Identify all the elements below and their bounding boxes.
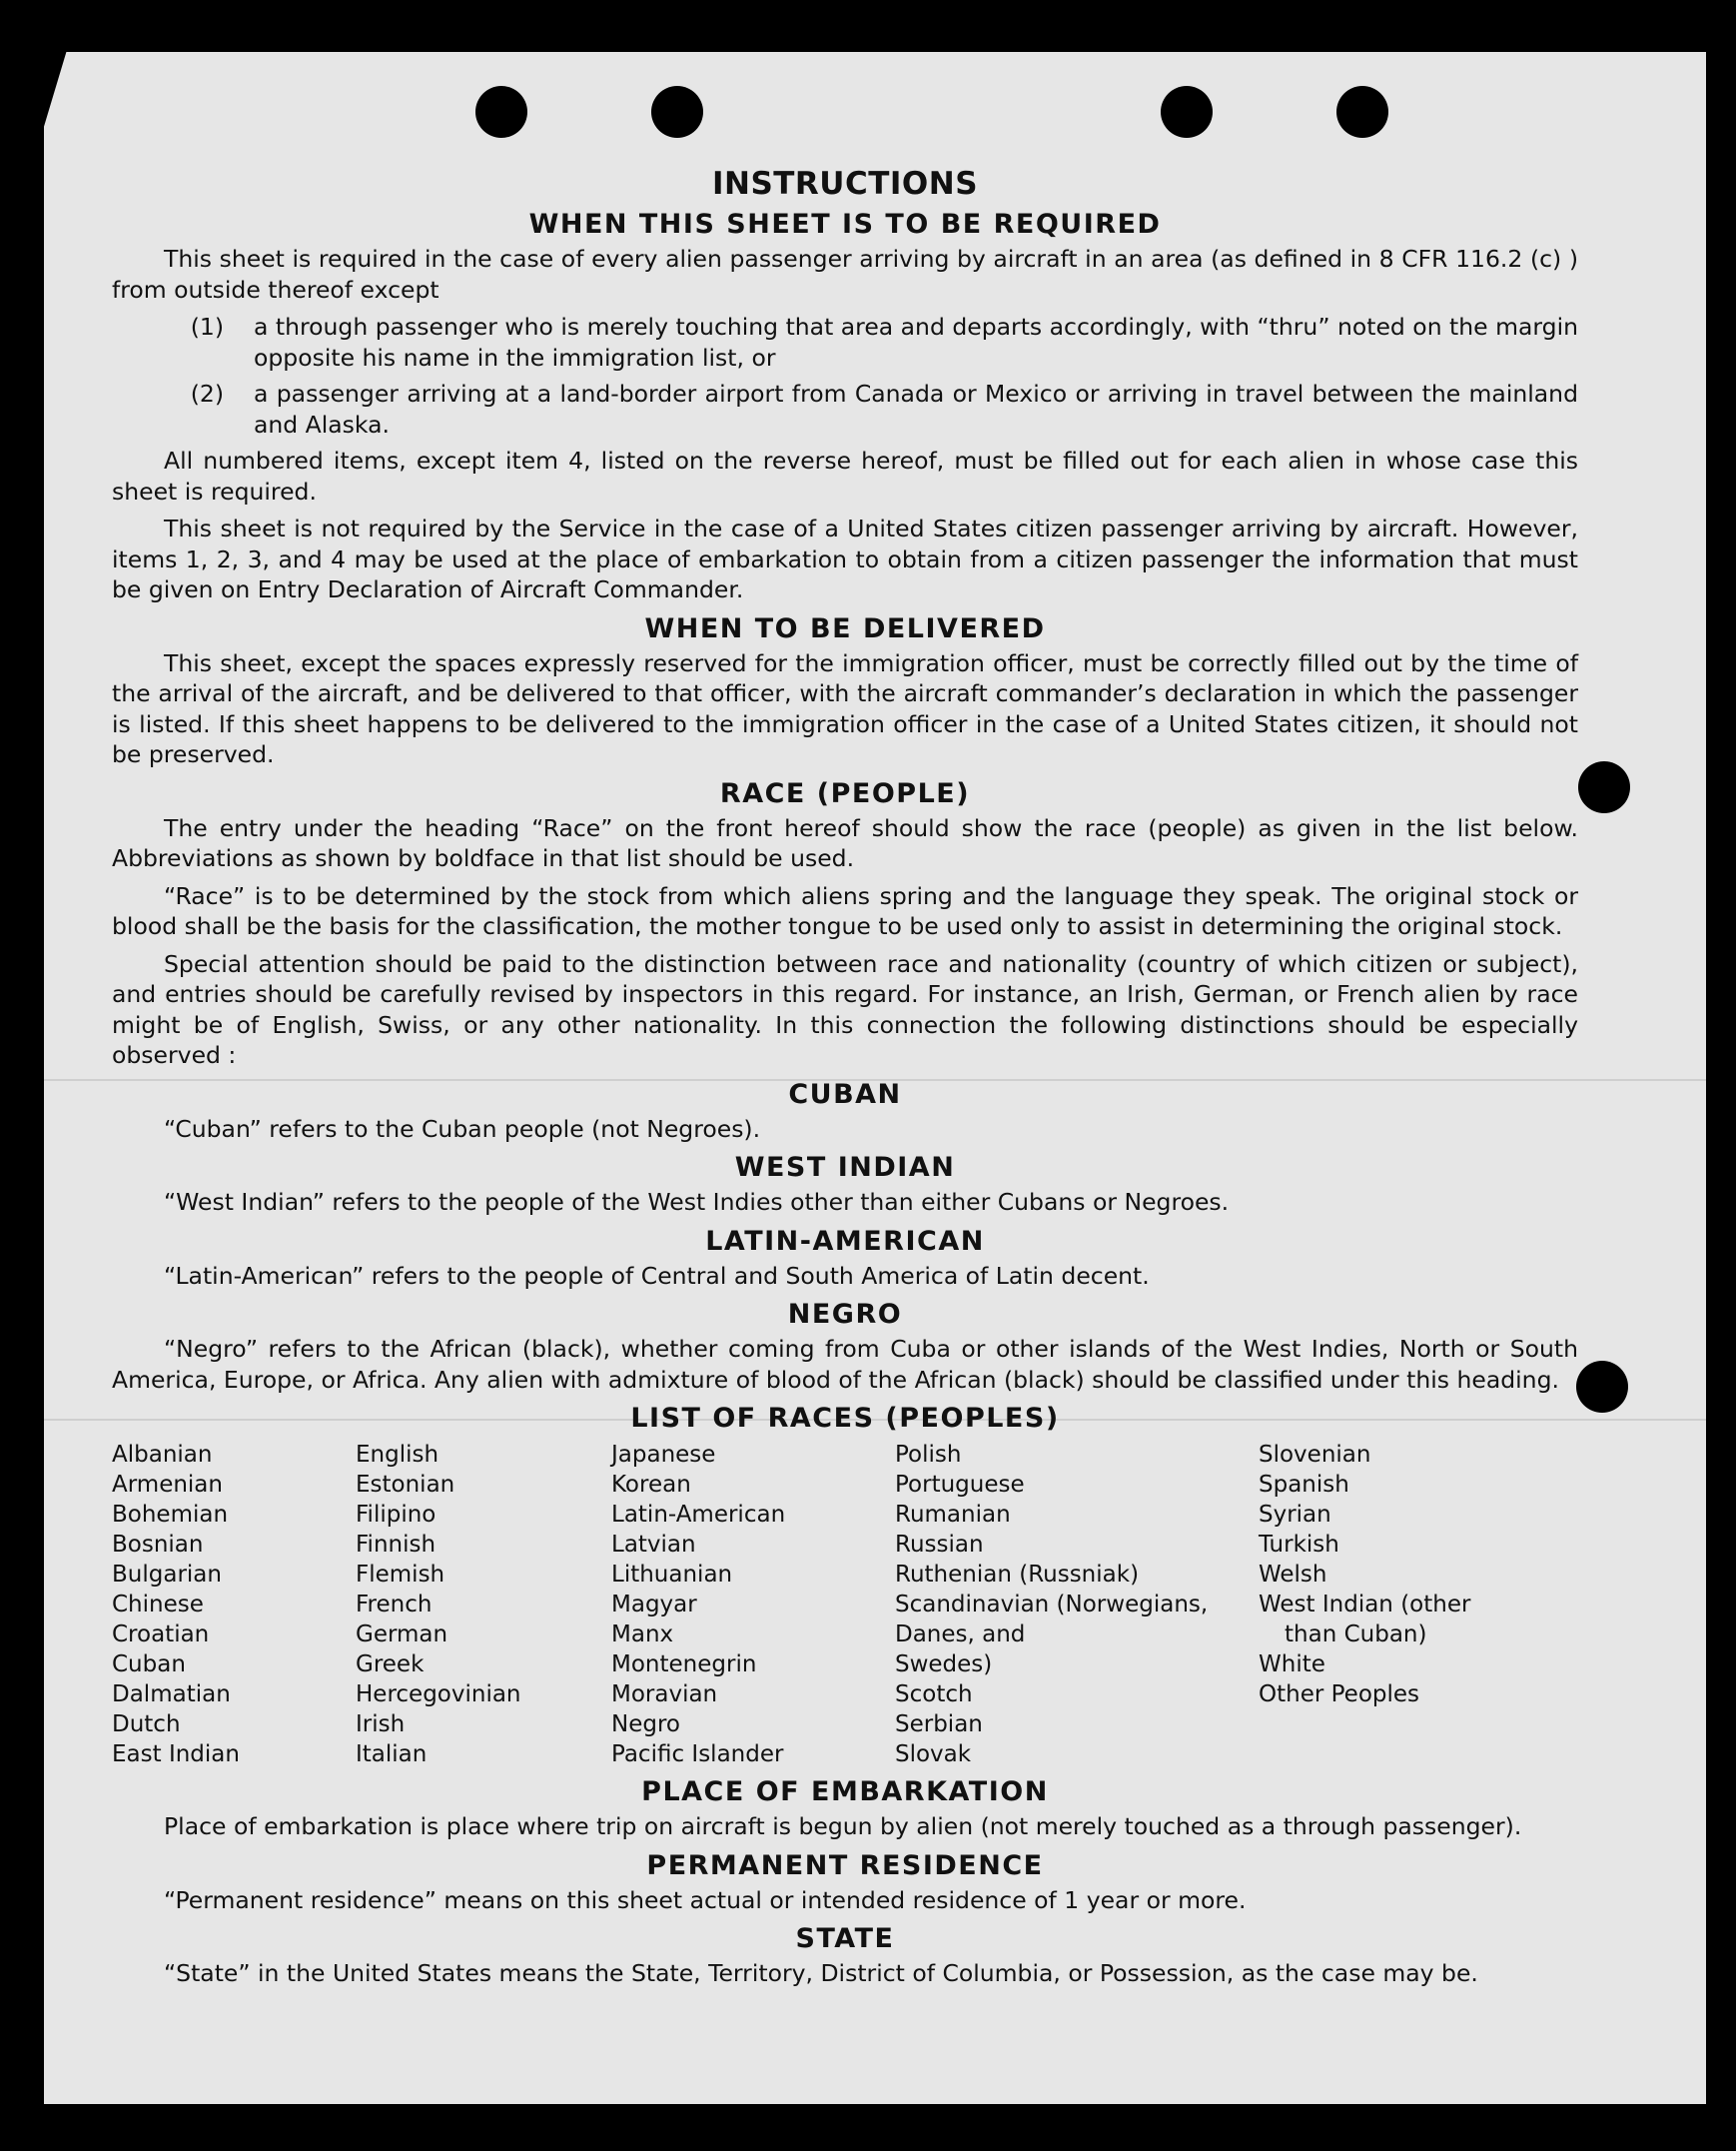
race-entry: Scandinavian (Norwegians,	[895, 1592, 1209, 1617]
heading-list-of-races: LIST OF RACES (PEOPLES)	[630, 1403, 1060, 1434]
heading-negro: NEGRO	[787, 1299, 903, 1330]
race-entry: Serbian	[895, 1711, 983, 1737]
race-entry: Japanese	[611, 1442, 716, 1468]
race-entry: Spanish	[1259, 1472, 1349, 1498]
page-title: INSTRUCTIONS	[711, 166, 979, 202]
race-entry: Chinese	[112, 1592, 204, 1617]
race-entry: Swedes)	[895, 1651, 993, 1677]
race-entry: Magyar	[611, 1592, 697, 1617]
race-entry: East Indian	[112, 1741, 240, 1767]
race-entry: Negro	[611, 1711, 680, 1737]
race-entry: Albanian	[112, 1442, 213, 1468]
paragraph: The entry under the heading “Race” on the front hereof should show the race (people) as given in the list below. Abbreviations as shown by boldface in that list should be used.	[112, 813, 1578, 872]
race-entry: French	[356, 1592, 433, 1617]
race-entry: Croatian	[112, 1621, 210, 1647]
item-text: a passenger arriving at a land-border airport from Canada or Mexico or arriving in travel between the mainland and Alaska.	[254, 380, 1578, 439]
race-entry: Manx	[611, 1621, 674, 1647]
heading-cuban: CUBAN	[788, 1078, 902, 1110]
paragraph: “State” in the United States means the State, Territory, District of Columbia, or Possession, as the case may be.	[164, 1959, 1478, 1987]
punch-hole	[475, 86, 527, 138]
race-entry: Lithuanian	[611, 1562, 733, 1588]
race-entry: Ruthenian (Russniak)	[895, 1562, 1140, 1588]
race-entry: Bulgarian	[112, 1562, 222, 1588]
race-entry: Pacific Islander	[611, 1741, 784, 1767]
race-entry: Other Peoples	[1259, 1681, 1420, 1707]
race-entry: Latvian	[611, 1532, 696, 1558]
race-entry: Russian	[895, 1532, 984, 1558]
paragraph: Place of embarkation is place where trip on aircraft is begun by alien (not merely touched as a through passenger).	[164, 1812, 1522, 1840]
race-entry: White	[1259, 1651, 1325, 1677]
heading-delivered: WHEN TO BE DELIVERED	[644, 612, 1046, 644]
races-column	[611, 1440, 895, 1769]
race-entry: Cuban	[112, 1651, 186, 1677]
heading-race: RACE (PEOPLE)	[719, 777, 971, 809]
races-column	[1259, 1440, 1558, 1769]
race-entry: Bosnian	[112, 1532, 204, 1558]
clipped-corner	[40, 40, 70, 140]
race-entry: Greek	[356, 1651, 425, 1677]
paragraph: “Negro” refers to the African (black), whether coming from Cuba or other islands of the West Indies, North or South America, Europe, or Africa. Any alien with admixture of blood of the African (black) should be classified under this heading.	[112, 1335, 1578, 1394]
race-entry: Portuguese	[895, 1472, 1025, 1498]
list-item	[112, 379, 1578, 440]
paragraph: “West Indian” refers to the people of the West Indies other than either Cubans or Negroes.	[164, 1188, 1230, 1216]
item-number: (2)	[190, 380, 224, 408]
race-entry: German	[356, 1621, 448, 1647]
race-entry: Danes, and	[895, 1621, 1026, 1647]
race-entry: Welsh	[1259, 1562, 1327, 1588]
item-text: a through passenger who is merely touching that area and departs accordingly, with “thru” noted on the margin opposite his name in the immigration list, or	[254, 313, 1578, 372]
races-column	[895, 1440, 1259, 1769]
race-entry: Armenian	[112, 1472, 223, 1498]
paragraph: This sheet is required in the case of every alien passenger arriving by aircraft in an area (as defined in 8 CFR 116.2 (c) ) from outside thereof except	[112, 245, 1578, 304]
race-entry: Latin-American	[611, 1502, 786, 1528]
paragraph: “Race” is to be determined by the stock from which aliens spring and the language they speak. The original stock or blood shall be the basis for the classification, the mother tongue to be used only to assist in determining the original stock.	[112, 881, 1578, 940]
race-entry: Estonian	[356, 1472, 455, 1498]
race-entry: Dalmatian	[112, 1681, 231, 1707]
punch-hole	[1578, 761, 1630, 813]
race-entry: Polish	[895, 1442, 962, 1468]
punch-hole	[1336, 86, 1388, 138]
heading-required: WHEN THIS SHEET IS TO BE REQUIRED	[528, 209, 1162, 240]
races-column	[356, 1440, 611, 1769]
race-entry: Syrian	[1259, 1502, 1331, 1528]
punch-hole	[1576, 1361, 1628, 1413]
paragraph: “Latin-American” refers to the people of Central and South America of Latin decent.	[164, 1261, 1150, 1290]
races-table	[112, 1440, 1578, 1769]
punch-hole	[651, 86, 703, 138]
paragraph: This sheet, except the spaces expressly reserved for the immigration officer, must be correctly filled out by the time of the arrival of the aircraft, and be delivered to that officer, with the aircraft commander’s declaration in which the passenger is listed. If this sheet happens to be delivered to the immigration officer in the case of a United States citizen, it should not be preserved.	[112, 648, 1578, 768]
race-entry: Hercegovinian	[356, 1681, 521, 1707]
race-entry: Italian	[356, 1741, 428, 1767]
race-entry: Dutch	[112, 1711, 181, 1737]
heading-residence: PERMANENT RESIDENCE	[646, 1849, 1044, 1881]
list-item	[112, 312, 1578, 373]
paragraph: Special attention should be paid to the distinction between race and nationality (country of which citizen or subject), and entries should be carefully revised by inspectors in this regard. For instance, an Irish, German, or French alien by race might be of English, Swiss, or any other nationality. In this connection the following distinctions should be especially observed :	[112, 949, 1578, 1069]
heading-state: STATE	[795, 1923, 895, 1954]
race-entry: English	[356, 1442, 439, 1468]
paragraph: “Cuban” refers to the Cuban people (not Negroes).	[164, 1114, 761, 1143]
race-entry: Turkish	[1259, 1532, 1339, 1558]
paragraph: This sheet is not required by the Service in the case of a United States citizen passenger arriving by aircraft. However, items 1, 2, 3, and 4 may be used at the place of embarkation to obtain from a citizen passenger the information that must be given on Entry Declaration of Aircraft Commander.	[112, 515, 1578, 603]
item-number: (1)	[190, 313, 224, 341]
race-entry: Bohemian	[112, 1502, 229, 1528]
race-entry: Scotch	[895, 1681, 973, 1707]
race-entry: Filipino	[356, 1502, 436, 1528]
race-entry: Irish	[356, 1711, 406, 1737]
paragraph: “Permanent residence” means on this sheet actual or intended residence of 1 year or more.	[164, 1885, 1247, 1914]
race-entry: Montenegrin	[611, 1651, 757, 1677]
instructions-body	[112, 160, 1578, 1996]
heading-west-indian: WEST INDIAN	[734, 1152, 956, 1183]
race-entry: than Cuban)	[1285, 1621, 1427, 1647]
heading-latin-american: LATIN-AMERICAN	[705, 1225, 985, 1257]
race-entry: Rumanian	[895, 1502, 1011, 1528]
race-entry: Slovak	[895, 1741, 972, 1767]
race-entry: Moravian	[611, 1681, 718, 1707]
race-entry: West Indian (other	[1259, 1592, 1471, 1617]
race-entry: Flemish	[356, 1562, 445, 1588]
race-entry: Korean	[611, 1472, 691, 1498]
paragraph: All numbered items, except item 4, listed on the reverse hereof, must be filled out for each alien in whose case this sheet is required.	[112, 447, 1578, 506]
race-entry: Slovenian	[1259, 1442, 1371, 1468]
races-column	[112, 1440, 356, 1769]
heading-embarkation: PLACE OF EMBARKATION	[641, 1776, 1049, 1807]
punch-hole	[1161, 86, 1213, 138]
race-entry: Finnish	[356, 1532, 436, 1558]
